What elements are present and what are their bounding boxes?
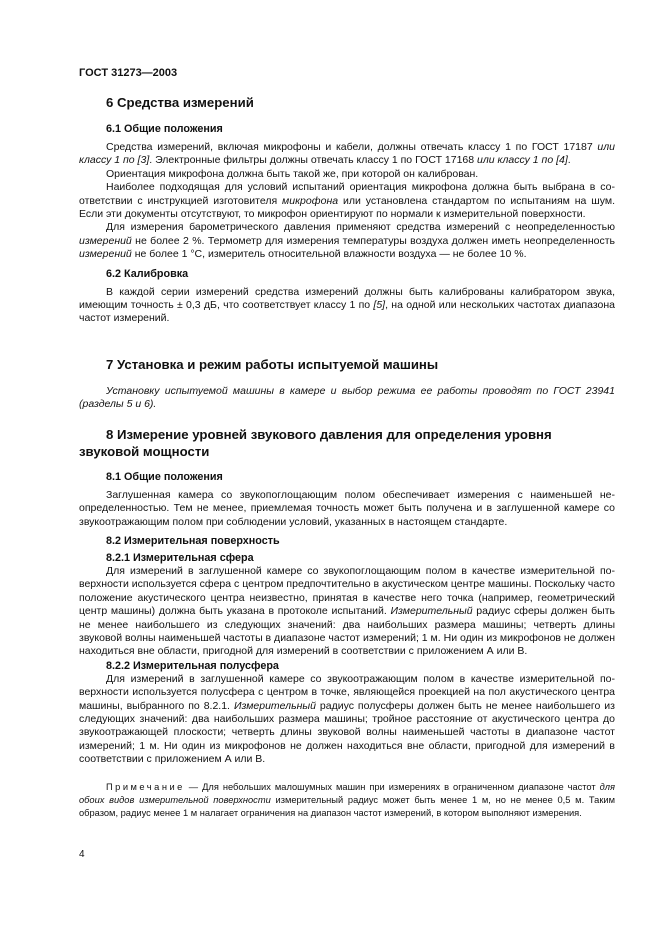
- text-run: .: [567, 154, 571, 167]
- italic-text: Измерительный: [390, 605, 473, 618]
- text-run: радиус сферы должен быть не менее наибольшего из следующих значений: два наибольших размера машины; четверть длины звуковой волны наименьшей частоты в диапазоне частот измерений; 1 м. Ни один из микрофонов не должен находиться вне области, пригодной для измерений в соответствии с приложением А или В.: [79, 605, 615, 658]
- italic-text: Установку испытуемой машины в камере и выбор режима ее работы проводят по ГОСТ 23941 (разделы 5 и 6).: [79, 384, 615, 411]
- text-run: Наиболее подходящая для условий испытаний ориентация микрофона должна быть выбрана в соответствии с инструкцией изготовителя: [79, 181, 615, 207]
- text-run: или установлена стандартом по испытаниям на шум. Если эти документы отсутствуют, то микрофон ориентируют по нормали к измерительной поверхности.: [79, 194, 615, 221]
- text-run: . Электронные фильтры должны отвечать классу 1 по ГОСТ 17168: [149, 154, 478, 167]
- subsection-heading: 8.2.1 Измерительная сфера: [106, 551, 254, 564]
- paragraph: [79, 141, 615, 168]
- paragraph: [79, 221, 615, 261]
- italic-text: измерений: [79, 234, 132, 247]
- paragraph: [79, 565, 615, 659]
- text-run: не более 2 %. Термометр для измерения температуры воздуха должен иметь неопределенность: [131, 234, 615, 247]
- italic-text: или классу 1 по [4]: [477, 154, 568, 167]
- subsection-heading: 6.2 Калибровка: [106, 267, 189, 280]
- italic-text: или классу 1 по [3]: [79, 141, 615, 167]
- section-heading: 8 Измерение уровней звукового давления для определения уровня звуковой мощности: [79, 426, 552, 459]
- text-run: В каждой серии измерений средства измерений должны быть калиброваны калибратором звука, имеющим точность ± 0,3 дБ, что соответствует классу 1 по: [79, 285, 615, 312]
- italic-text: [5]: [373, 299, 386, 312]
- italic-text: Измерительный: [233, 699, 316, 712]
- text-run: Средства измерений, включая микрофоны и кабели, должны отвечать классу 1 по ГОСТ 17187: [106, 141, 598, 153]
- page-number: 4: [79, 849, 85, 860]
- paragraph: [79, 673, 615, 767]
- text-run: Для измерений в заглушенной камере со звукоотражающим полом в качестве измерительной поверхности используется полусфера с центром в точке, являющейся проекцией на пол акустического центра машины, выбранного по 8.2.1.: [79, 672, 615, 712]
- text-run: радиус полусферы должен быть не менее наибольшего из следующих значений: два наибольших размера машины; тройное расстояние от акустического центра до звукоотражающей плоскости; четверть длины звуковой волны наименьшей частоты в диапазоне частот измерений; 1 м. Ни один из микрофонов не должен находиться вне области, пригодной для измерений в соответствии с приложением А или В.: [79, 699, 615, 766]
- section-heading: 7 Установка и режим работы испытуемой машины: [106, 356, 439, 372]
- paragraph: [79, 181, 615, 221]
- italic-text: измерений: [79, 248, 132, 261]
- text-run: Для измерений в заглушенной камере со звукопоглощающим полом в качестве измерительной поверхности используется сфера с центром предпочтительно в акустическом центре машины. Поскольку часто положение акустического центра неизвестно, принятая в качестве него точка (например, геометрический центр машины) должна быть указана в протоколе испытаний.: [79, 564, 615, 618]
- italic-text: микрофона: [282, 194, 339, 207]
- paragraph: [79, 286, 615, 326]
- section-heading: 6 Средства измерений: [106, 95, 254, 110]
- text-run: не более 1 °С, измеритель относительной влажности воздуха — не более 10 %.: [131, 248, 527, 261]
- note-paragraph: [79, 781, 615, 820]
- paragraph: [79, 168, 615, 181]
- paragraph: [79, 385, 615, 412]
- text-run: — Для небольших малошумных машин при измерениях в ограниченном диапазоне частот: [184, 781, 600, 792]
- italic-text: для обоих видов измерительной поверхности: [79, 781, 615, 805]
- subsection-heading: 8.1 Общие положения: [106, 470, 223, 483]
- text-run: Для измерения барометрического давления применяют средства измерений с неопределенностью: [106, 221, 615, 234]
- text-run: , на одной или нескольких частотах диапазона частот измерений.: [79, 299, 615, 325]
- subsection-heading: 8.2.2 Измерительная полусфера: [106, 659, 279, 672]
- text-run: Заглушенная камера со звукопоглощающим полом обеспечивает измерения с наименьшей неопределенностью. Тем не менее, приемлемая точность может быть получена и в заглушенной камере со звукоотражающим полом при соблюдении условий, указанных в настоящем стандарте.: [79, 488, 615, 528]
- document-body: [79, 94, 615, 820]
- document-page: [79, 66, 615, 820]
- text-run: Ориентация микрофона должна быть такой же, при которой он калиброван.: [106, 167, 479, 180]
- text-run: Примечание: [106, 781, 185, 792]
- paragraph: [79, 489, 615, 529]
- subsection-heading: 6.1 Общие положения: [106, 123, 223, 135]
- text-run: измерительный радиус может быть менее 1 м, но не менее 0,5 м. Таким образом, радиус менее 1 м налагает ограничения на диапазон частот измерений, в котором выполняют измерения.: [79, 794, 615, 818]
- document-header: ГОСТ 31273—2003: [79, 67, 178, 79]
- subsection-heading: 8.2 Измерительная поверхность: [106, 534, 280, 547]
